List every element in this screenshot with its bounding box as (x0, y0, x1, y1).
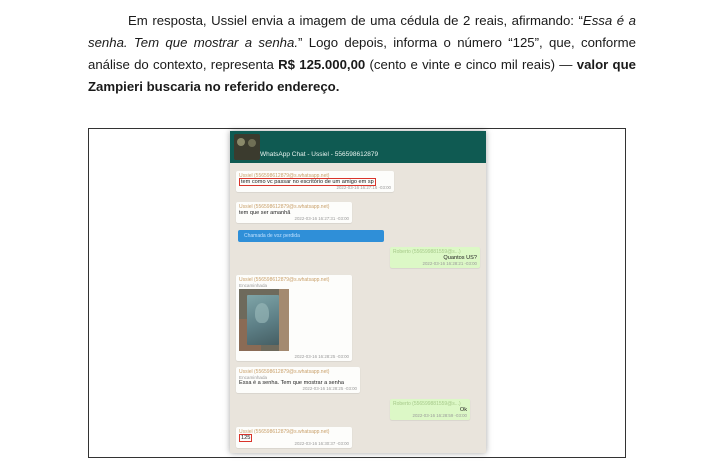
banknote-photo[interactable] (239, 289, 289, 351)
chat-title: WhatsApp Chat - Ussiel - 556598612879 (260, 151, 379, 158)
whatsapp-screenshot (230, 131, 486, 453)
message-time: 2022-03-16 16:28:25 -03:00 (302, 386, 357, 391)
message-sender: Roberto (556599881559@s...) (393, 249, 461, 255)
message-time: 2022-03-16 16:28:25 -03:00 (294, 354, 349, 359)
message-time: 2022-03-16 16:30:37 -03:00 (294, 441, 349, 446)
message-text: Ok (459, 407, 467, 413)
amount-value: R$ 125.000,00 (278, 57, 366, 72)
highlighted-number: 125 (241, 435, 251, 441)
message-text: Essa é a senha. Tem que mostrar a senha (239, 380, 344, 386)
message-sender: Ussiel (556598612879@s.whatsapp.net) (239, 429, 330, 435)
message-bubble-outgoing (390, 399, 470, 420)
message-sender: Ussiel (556598612879@s.whatsapp.net) (239, 204, 330, 210)
message-bubble (236, 202, 352, 223)
document-paragraph: Em resposta, Ussiel envia a imagem de uma cédula de 2 reais, afirmando: “Essa é a senha. Tem que mostrar a senha.” Logo depois, informa o número “125”, que, conforme análise do contexto, representa R$ 125.000,00 (cento e vinte e cinco mil reais) — valor que Zampieri buscaria no referido endereço. (88, 13, 636, 94)
contact-avatar (234, 134, 260, 160)
chat-header (230, 131, 486, 163)
missed-call-notice: Chamada de voz perdida (238, 230, 384, 242)
message-sender: Roberto (556599881559@s...) (393, 401, 461, 407)
message-time: 2022-03-16 16:27:31 -03:00 (294, 216, 349, 221)
message-text: tem que ser amanhã (239, 210, 291, 216)
paragraph-line-4: mil reais) — (500, 57, 577, 72)
message-bubble (236, 171, 394, 192)
paragraph-line-1: Em resposta, Ussiel envia a imagem de uma cédula de 2 reais, afirmando: (128, 13, 574, 28)
message-time: 2022-03-16 16:27:16 -03:00 (336, 185, 391, 190)
message-text: Quantos US? (443, 255, 477, 261)
message-time: 2022-03-16 16:28:59 -03:00 (412, 413, 467, 418)
amount-words: (cento e vinte e cinco (365, 57, 497, 72)
highlighted-message-text: tem como vc passar no escritório de um amigo em sp (241, 179, 374, 185)
message-sender: Ussiel (556598612879@s.whatsapp.net) (239, 173, 330, 179)
image-message-bubble (236, 275, 352, 361)
message-bubble-outgoing (390, 247, 480, 268)
paragraph-line-2: Logo depois, informa o número “125”, (302, 35, 543, 50)
bold-conclusion: valor que Zampieri buscaria no referido endereço. (88, 57, 636, 94)
forwarded-label: Encaminhada (239, 375, 268, 380)
message-bubble (236, 427, 352, 448)
message-time: 2022-03-16 16:28:21 -03:00 (422, 261, 477, 266)
forwarded-label: Encaminhada (239, 283, 268, 288)
paragraph-line-3: que, conforme análise do contexto, representa (88, 35, 636, 72)
message-bubble (236, 367, 360, 393)
quoted-phrase: Essa é a senha. Tem que mostrar a senha. (88, 13, 636, 50)
message-sender: Ussiel (556598612879@s.whatsapp.net) (239, 369, 330, 375)
message-sender: Ussiel (556598612879@s.whatsapp.net) (239, 277, 330, 283)
